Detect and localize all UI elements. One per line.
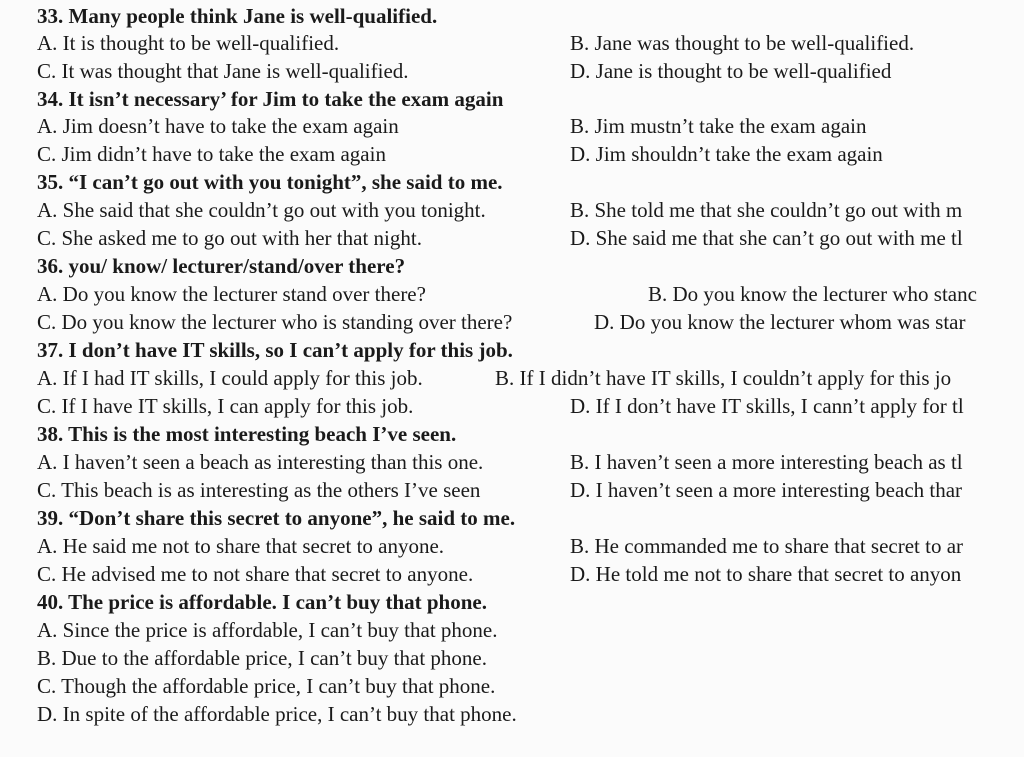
question-38-option-c: C. This beach is as interesting as the others I’ve seen — [37, 478, 481, 502]
question-39-prompt: 39. “Don’t share this secret to anyone”, he said to me. — [37, 506, 516, 530]
question-40-prompt: 40. The price is affordable. I can’t buy that phone. — [37, 590, 487, 614]
question-37-option-b: B. If I didn’t have IT skills, I couldn’t apply for this jo — [495, 366, 952, 390]
question-39-option-b: B. He commanded me to share that secret to ar — [570, 534, 964, 558]
question-34-option-b: B. Jim mustn’t take the exam again — [570, 114, 867, 138]
question-36-option-b: B. Do you know the lecturer who stanc — [648, 282, 977, 306]
question-35-option-c: C. She asked me to go out with her that night. — [37, 226, 422, 250]
question-33-prompt: 33. Many people think Jane is well-qualified. — [37, 4, 438, 28]
question-35-option-b: B. She told me that she couldn’t go out with m — [570, 198, 963, 222]
question-33-option-a: A. It is thought to be well-qualified. — [37, 31, 340, 55]
question-38-option-b: B. I haven’t seen a more interesting beach as tl — [570, 450, 963, 474]
question-35-option-d: D. She said me that she can’t go out with me tl — [570, 226, 963, 250]
question-39-option-d: D. He told me not to share that secret to anyon — [570, 562, 962, 586]
question-40-option-b: B. Due to the affordable price, I can’t buy that phone. — [37, 646, 487, 670]
question-38-option-d: D. I haven’t seen a more interesting beach thar — [570, 478, 963, 502]
question-35-prompt: 35. “I can’t go out with you tonight”, she said to me. — [37, 170, 503, 194]
question-36-option-d: D. Do you know the lecturer whom was star — [594, 310, 966, 334]
question-34-option-c: C. Jim didn’t have to take the exam again — [37, 142, 386, 166]
question-39-option-a: A. He said me not to share that secret to anyone. — [37, 534, 445, 558]
question-40-option-c: C. Though the affordable price, I can’t buy that phone. — [37, 674, 496, 698]
question-37-prompt: 37. I don’t have IT skills, so I can’t apply for this job. — [37, 338, 513, 362]
question-37-option-c: C. If I have IT skills, I can apply for this job. — [37, 394, 414, 418]
question-34-option-a: A. Jim doesn’t have to take the exam again — [37, 114, 399, 138]
question-36-option-c: C. Do you know the lecturer who is standing over there? — [37, 310, 513, 334]
question-36-option-a: A. Do you know the lecturer stand over there? — [37, 282, 426, 306]
question-33-option-d: D. Jane is thought to be well-qualified — [570, 59, 892, 83]
question-39-option-c: C. He advised me to not share that secret to anyone. — [37, 562, 474, 586]
question-40-option-a: A. Since the price is affordable, I can’t buy that phone. — [37, 618, 498, 642]
question-37-option-a: A. If I had IT skills, I could apply for this job. — [37, 366, 423, 390]
question-36-prompt: 36. you/ know/ lecturer/stand/over there? — [37, 254, 406, 278]
question-38-option-a: A. I haven’t seen a beach as interesting than this one. — [37, 450, 484, 474]
question-34-option-d: D. Jim shouldn’t take the exam again — [570, 142, 883, 166]
question-35-option-a: A. She said that she couldn’t go out with you tonight. — [37, 198, 486, 222]
question-37-option-d: D. If I don’t have IT skills, I cann’t apply for tl — [570, 394, 964, 418]
question-33-option-b: B. Jane was thought to be well-qualified. — [570, 31, 915, 55]
question-38-prompt: 38. This is the most interesting beach I’ve seen. — [37, 422, 457, 446]
question-33-option-c: C. It was thought that Jane is well-qualified. — [37, 59, 409, 83]
question-40-option-d: D. In spite of the affordable price, I can’t buy that phone. — [37, 702, 517, 726]
question-34-prompt: 34. It isn’t necessary’ for Jim to take the exam again — [37, 87, 504, 111]
